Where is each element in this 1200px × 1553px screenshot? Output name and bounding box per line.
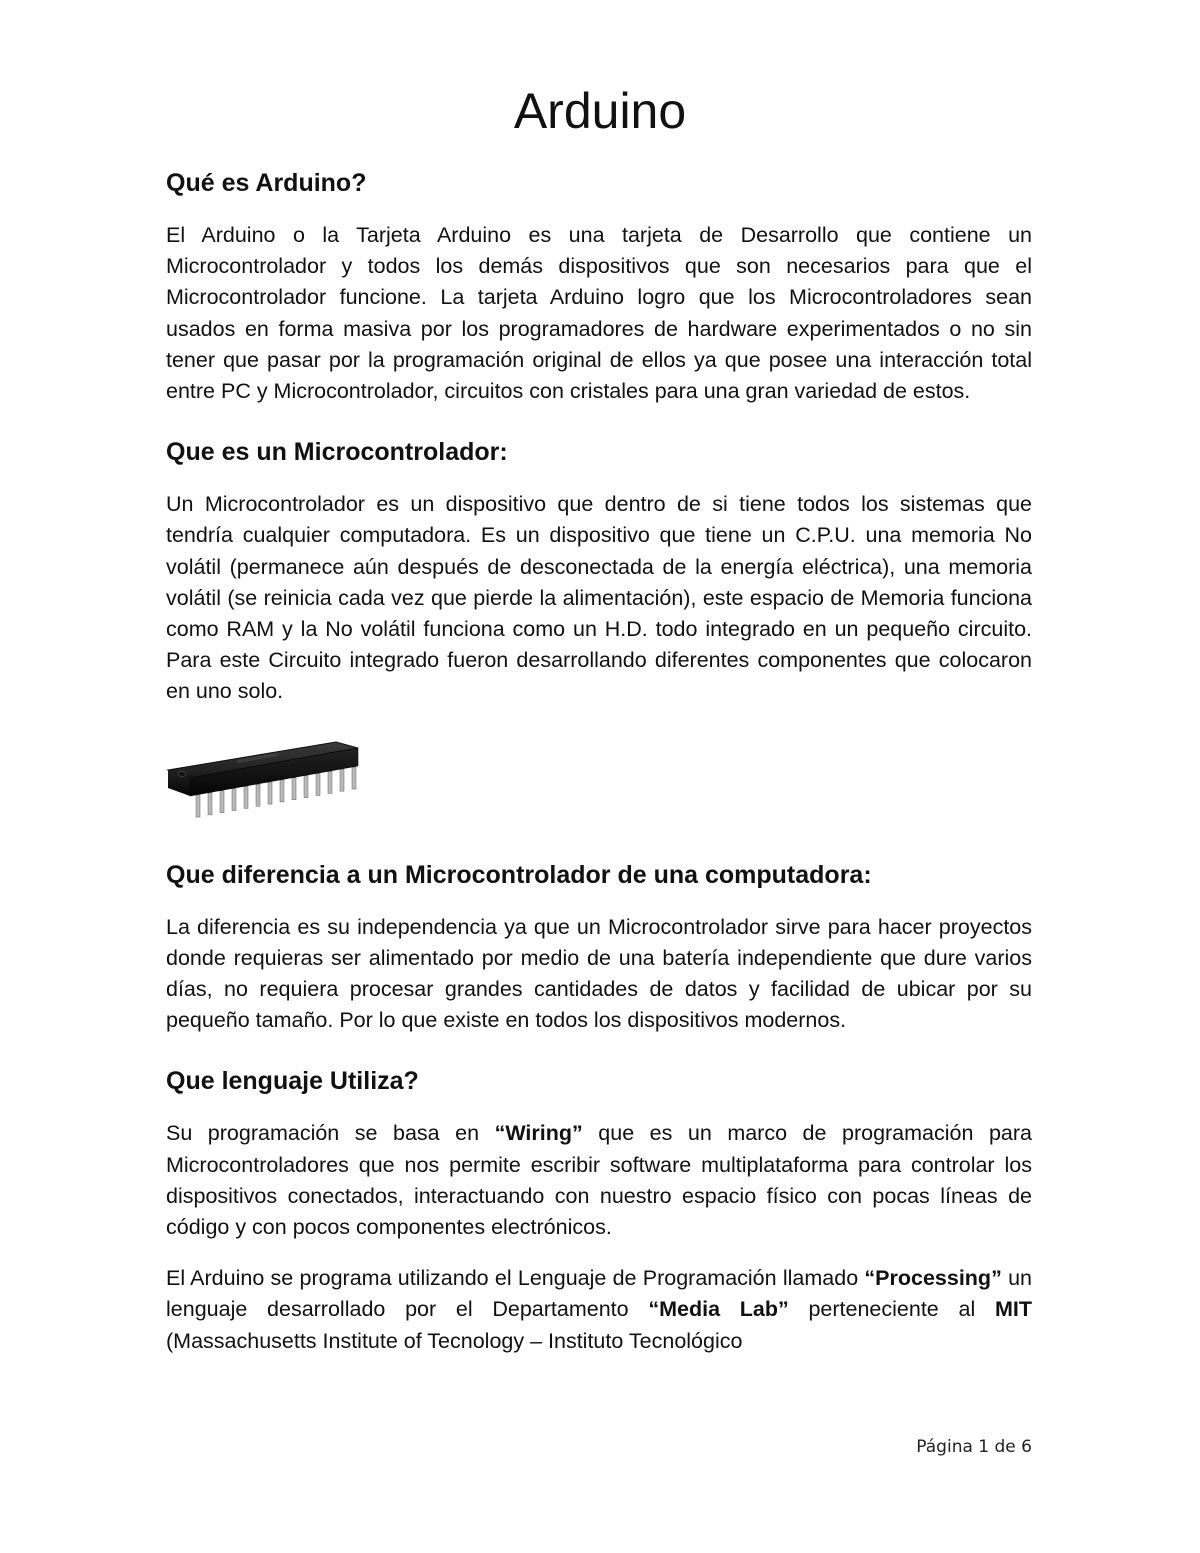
heading-que-lenguaje: Que lenguaje Utiliza? — [166, 1067, 419, 1096]
text-span: un lenguaje desarrollado por el Departamento — [166, 1266, 1032, 1322]
chip-pin — [280, 780, 284, 802]
paragraph-microcontrolador-definition: Un Microcontrolador es un dispositivo que dentro de si tiene todos los sistemas que tendría cualquier computadora. Es un dispositivo que tiene un C.P.U. una memoria No volátil (permanece aún después de desconectada de la energía eléctrica), una memoria volátil (se reinicia cada vez que pierde la alimentación), este espacio de Memoria funciona como RAM y la No volátil funciona como un H.D. todo integrado en un pequeño circuito. Para este Circuito integrado fueron desarrollando diferentes componentes que colocaron en uno solo. — [166, 492, 1032, 704]
text-span: perteneciente al — [788, 1297, 995, 1322]
wiring-bold: “Wiring” — [494, 1121, 583, 1146]
chip-pin — [340, 769, 344, 791]
paragraph-diferencia: La diferencia es su independencia ya que un Microcontrolador sirve para hacer proyectos donde requieras ser alimentado por medio de una batería independiente que dure varios días, no requiera procesar grandes cantidades de datos y facilidad de ubicar por su pequeño tamaño. Por lo que existe en todos los dispositivos modernos. — [166, 914, 1032, 1033]
chip-pin — [208, 792, 212, 814]
processing-bold: “Processing” — [864, 1266, 1002, 1291]
chip-pin — [352, 767, 356, 789]
medialab-bold: “Media Lab” — [648, 1297, 789, 1322]
paragraph-wiring — [166, 1118, 1032, 1243]
chip-pin — [244, 786, 248, 808]
heading-que-es-microcontrolador: Que es un Microcontrolador: — [166, 438, 508, 467]
chip-pin — [196, 795, 200, 817]
text-span: Su programación se basa en — [166, 1121, 495, 1146]
chip-pin — [292, 777, 296, 799]
chip-pin — [232, 788, 236, 810]
document-title: Arduino — [513, 83, 687, 139]
text-span: que es un marco de programación para Microcontroladores que nos permite escribir software multiplataforma para controlar los dispositivos conectados, interactuando con nuestro espacio físico con pocas líneas de código y con pocos componentes electrónicos. — [166, 1121, 1032, 1240]
page-number: Página 1 de 6 — [916, 1437, 1032, 1457]
heading-diferencia: Que diferencia a un Microcontrolador de una computadora: — [166, 860, 872, 889]
paragraph-arduino-definition: El Arduino o la Tarjeta Arduino es una tarjeta de Desarrollo que contiene un Microcontrolador y todos los demás dispositivos que son necesarios para que el Microcontrolador funcione. La tarjeta Arduino logro que los Microcontroladores sean usados en forma masiva por los programadores de hardware experimentados o no sin tener que pasar por la programación original de ellos ya que posee una interacción total entre PC y Microcontrolador, circuitos con cristales para una gran variedad de estos. — [166, 223, 1032, 404]
chip-pin — [328, 771, 332, 793]
heading-que-es-arduino: Qué es Arduino? — [166, 169, 367, 197]
chip-pin — [316, 773, 320, 795]
chip-pin — [268, 782, 272, 804]
chip-pin — [256, 784, 260, 806]
chip-pin — [304, 775, 308, 797]
text-span: (Massachusetts Institute of Tecnology – Instituto Tecnológico — [166, 1328, 743, 1353]
chip-pin — [220, 790, 224, 812]
microcontroller-chip-icon — [166, 738, 366, 830]
document-body — [166, 166, 1032, 1377]
mit-bold: MIT — [994, 1297, 1032, 1322]
text-span: El Arduino se programa utilizando el Lenguaje de Programación llamado — [166, 1266, 865, 1291]
chip-image-container — [166, 738, 1032, 830]
paragraph-processing — [166, 1263, 1032, 1357]
